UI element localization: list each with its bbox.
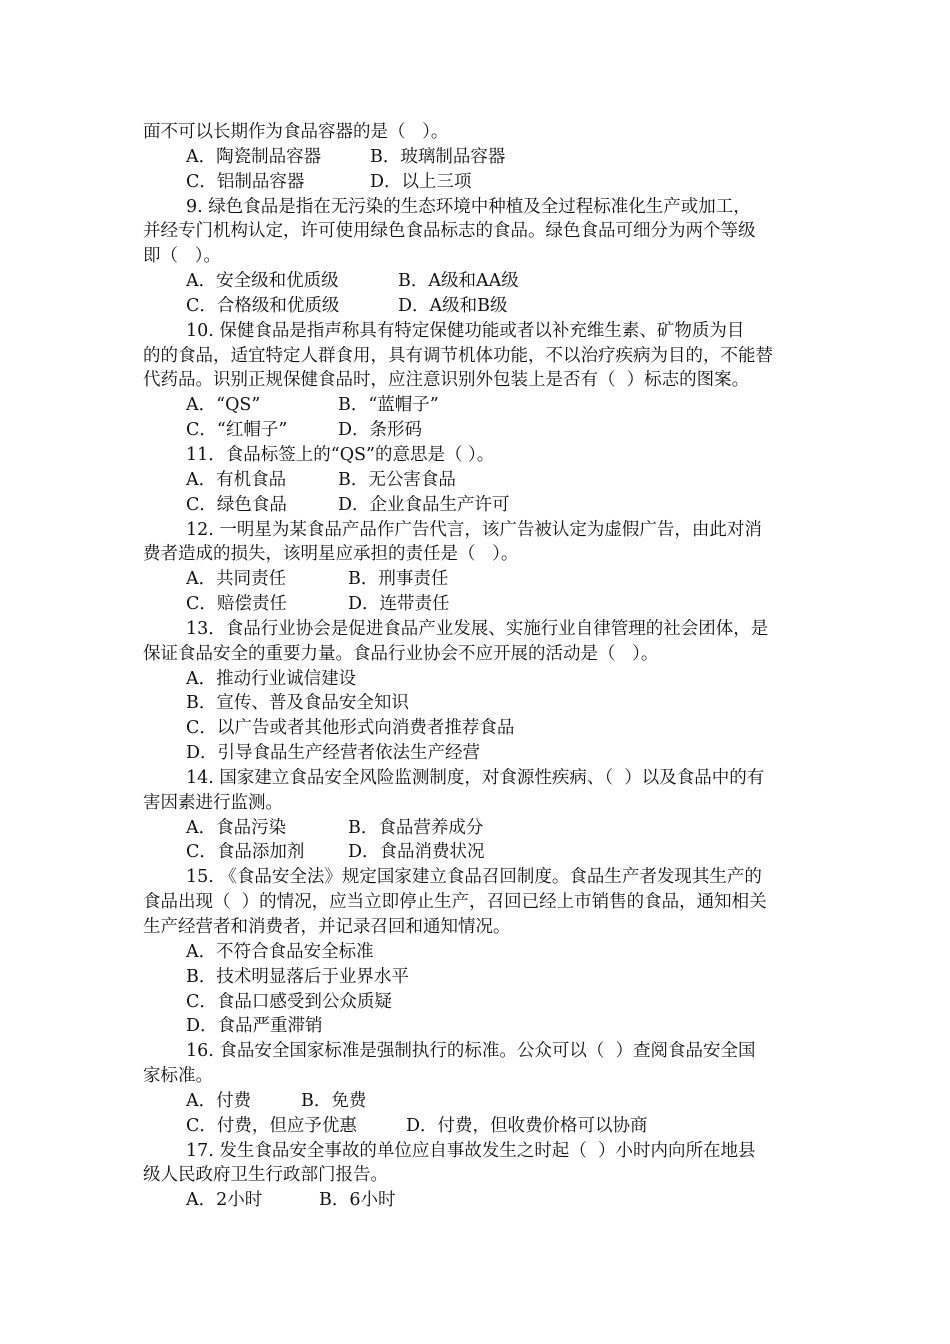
option-line: A．推动行业诚信建设 <box>186 668 357 689</box>
question-12: 12. 一明星为某食品产品作广告代言，该广告被认定为虚假广告，由此对消 <box>186 519 762 540</box>
option-line: D．食品严重滞销 <box>186 1016 323 1037</box>
option: B．6小时 <box>319 1190 396 1211</box>
question-10: 10. 保健食品是指声称具有特定保健功能或者以补充维生素、矿物质为目 <box>186 320 745 341</box>
question-text <box>143 120 813 1213</box>
option-line <box>143 145 813 170</box>
option-line <box>143 840 813 865</box>
option-line: B．技术明显落后于业界水平 <box>186 966 409 987</box>
option: D．企业食品生产许可 <box>338 494 510 515</box>
text-line: 害因素进行监测。 <box>143 792 283 813</box>
question-9: 9. 绿色食品是指在无污染的生态环境中种植及全过程标准化生产或加工， <box>186 196 751 217</box>
text-line: 面不可以长期作为食品容器的是（ ）。 <box>143 122 449 142</box>
question-16: 16. 食品安全国家标准是强制执行的标准。公众可以（ ）查阅食品安全国 <box>186 1041 756 1062</box>
option-line <box>143 1089 813 1114</box>
option-line <box>143 493 813 518</box>
question-15: 15. 《食品安全法》规定国家建立食品召回制度。食品生产者发现其生产的 <box>186 867 762 888</box>
question-11: 11．食品标签上的“QS”的意思是（ ）。 <box>186 444 495 465</box>
option-line <box>143 468 813 493</box>
option: B．刑事责任 <box>348 569 449 590</box>
option: A．“QS” <box>186 395 261 416</box>
option-line <box>143 1188 813 1213</box>
option: A．陶瓷制品容器 <box>186 146 322 167</box>
option: B．A级和AA级 <box>398 271 519 292</box>
option: A．共同责任 <box>186 569 287 590</box>
text-line: 食品出现（ ）的情况，应当立即停止生产，召回已经上市销售的食品，通知相关 <box>143 892 767 913</box>
option: C．绿色食品 <box>186 494 287 515</box>
option: B．食品营养成分 <box>348 817 484 838</box>
option-line <box>143 816 813 841</box>
option-line <box>143 393 813 418</box>
option: D．连带责任 <box>348 594 450 615</box>
option: A．食品污染 <box>186 817 287 838</box>
text-line: 级人民政府卫生行政部门报告。 <box>143 1165 388 1186</box>
option-line: D．引导食品生产经营者依法生产经营 <box>186 743 481 764</box>
option: C．赔偿责任 <box>186 594 287 615</box>
text-line: 代药品。识别正规保健食品时，应注意识别外包装上是否有（ ）标志的图案。 <box>143 370 750 391</box>
option-line: A．不符合食品安全标准 <box>186 941 374 962</box>
option-line <box>143 269 813 294</box>
option-line <box>143 567 813 592</box>
option: D．条形码 <box>338 420 423 441</box>
option-line <box>143 294 813 319</box>
option-line <box>143 592 813 617</box>
option: A．有机食品 <box>186 469 287 490</box>
option: D．A级和B级 <box>398 295 508 316</box>
question-14: 14. 国家建立食品安全风险监测制度，对食源性疾病、（ ）以及食品中的有 <box>186 767 765 788</box>
option-line: B．宣传、普及食品安全知识 <box>186 693 409 714</box>
option: B．玻璃制品容器 <box>370 146 506 167</box>
option: C．“红帽子” <box>186 420 288 441</box>
text-line: 生产经营者和消费者，并记录召回和通知情况。 <box>143 917 511 937</box>
question-13: 13．食品行业协会是促进食品产业发展、实施行业自律管理的社会团体，是 <box>186 618 769 639</box>
text-line: 的的食品，适宜特定人群食用，具有调节机体功能，不以治疗疾病为目的，不能替 <box>143 345 773 366</box>
option: C．食品添加剂 <box>186 842 305 863</box>
option-line <box>143 1114 813 1139</box>
option: A．付费 <box>186 1090 252 1111</box>
option: B．无公害食品 <box>338 469 456 490</box>
text-line: 保证食品安全的重要力量。食品行业协会不应开展的活动是（ ）。 <box>143 643 659 664</box>
option: B．“蓝帽子” <box>338 395 439 416</box>
option-line <box>143 170 813 195</box>
text-line: 费者造成的损失，该明星应承担的责任是（ ）。 <box>143 544 519 565</box>
option: C．铝制品容器 <box>186 171 305 192</box>
option: C．合格级和优质级 <box>186 295 340 316</box>
option-line: C．食品口感受到公众质疑 <box>186 991 392 1012</box>
text-line: 家标准。 <box>143 1066 213 1087</box>
question-17: 17. 发生食品安全事故的单位应自事故发生之时起（ ）小时内向所在地县 <box>186 1140 756 1161</box>
text-line: 并经专门机构认定，许可使用绿色食品标志的食品。绿色食品可细分为两个等级 <box>143 221 756 242</box>
option: D．以上三项 <box>370 171 472 192</box>
option: D．付费，但收费价格可以协商 <box>406 1115 648 1136</box>
option: D．食品消费状况 <box>348 842 485 863</box>
text-line: 即（ ）。 <box>143 246 221 267</box>
option: A．2小时 <box>186 1190 263 1211</box>
option: B．免费 <box>301 1090 367 1111</box>
option: C．付费，但应予优惠 <box>186 1115 357 1136</box>
option-line: C．以广告或者其他形式向消费者推荐食品 <box>186 718 515 739</box>
option-line <box>143 418 813 443</box>
option: A．安全级和优质级 <box>186 271 339 292</box>
